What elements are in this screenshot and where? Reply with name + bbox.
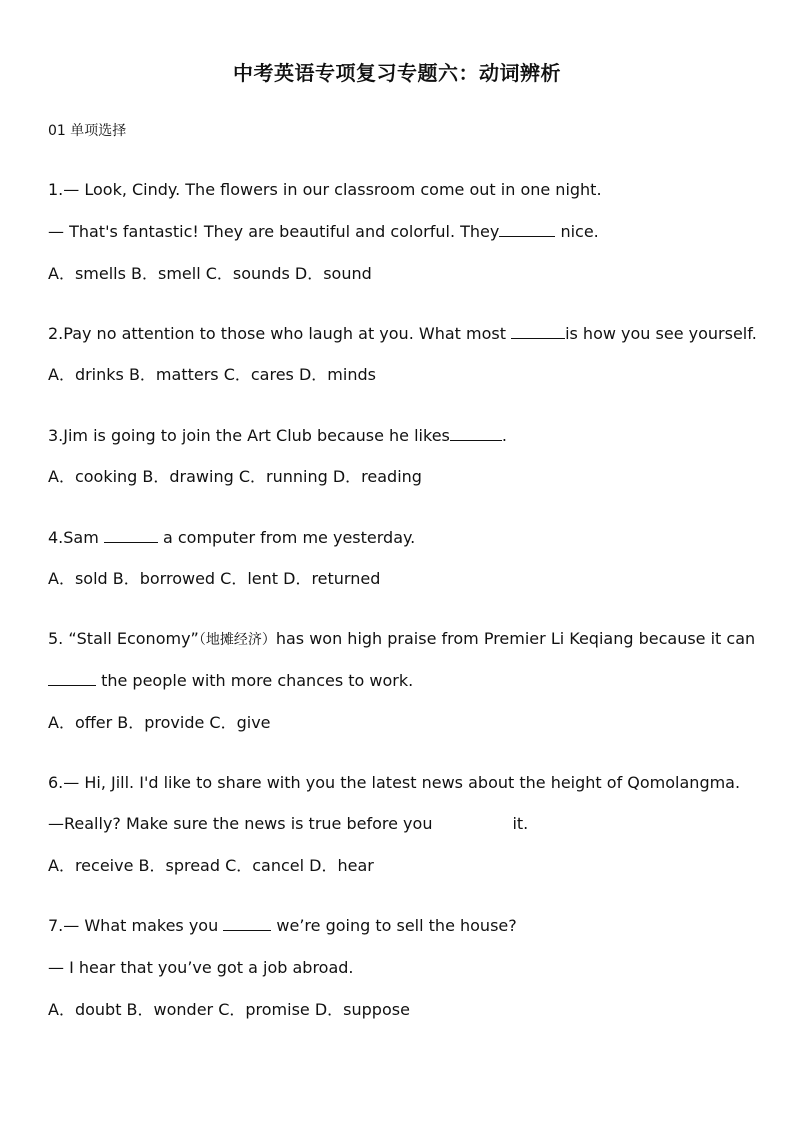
question-1-stem-text: — That's fantastic! They are beautiful and colorful. They — [48, 222, 500, 241]
question-1-options: A．smells B．smell C．sounds D．sound — [48, 264, 372, 283]
question-3-stem-text: 3.Jim is going to join the Art Club because he likes — [48, 426, 450, 445]
question-5-options: A．offer B．provide C．give — [48, 713, 271, 732]
question-6-options: A．receive B．spread C．cancel D．hear — [48, 856, 374, 875]
question-5-stem-tail: has won high praise from Premier Li Keqiang because it can — [275, 629, 756, 648]
question-7-stem-text: 7.— What makes you — [48, 916, 224, 935]
question-6-stem-line2 — [48, 814, 528, 834]
question-5-stem-line2 — [48, 671, 413, 691]
question-5-chinese-gloss: （地摊经济） — [198, 632, 276, 648]
question-7-stem-line1 — [48, 916, 517, 936]
question-6-stem-text: —Really? Make sure the news is true before you — [48, 814, 433, 833]
question-5-stem-text: 5. “Stall Economy” — [48, 629, 199, 648]
question-7-blank — [223, 916, 271, 931]
question-1-stem-line2 — [48, 222, 599, 242]
question-6-stem-tail: it. — [512, 814, 529, 833]
question-1-stem-tail: nice. — [555, 222, 599, 241]
question-7-stem-tail: we’re going to sell the house? — [271, 916, 517, 935]
question-5-stem-line2-text: the people with more chances to work. — [96, 671, 414, 690]
question-1-blank — [499, 222, 555, 237]
question-2-stem-tail: is how you see yourself. — [565, 324, 757, 343]
question-1-stem-line1: 1.— Look, Cindy. The flowers in our classroom come out in one night. — [48, 180, 602, 199]
question-2-options: A．drinks B．matters C．cares D．minds — [48, 365, 376, 384]
page-title: 中考英语专项复习专题六：动词辨析 — [233, 61, 561, 85]
question-3-stem-tail: . — [501, 426, 507, 445]
question-2-stem — [48, 324, 757, 344]
section-heading: 01 单项选择 — [48, 123, 127, 139]
question-3-stem — [48, 426, 507, 446]
question-3-options: A．cooking B．drawing C．running D．reading — [48, 467, 422, 486]
question-6-stem-line1: 6.— Hi, Jill. I'd like to share with you the latest news about the height of Qomolangma. — [48, 773, 741, 792]
question-4-stem — [48, 528, 415, 548]
question-7-options: A．doubt B．wonder C．promise D．suppose — [48, 1000, 410, 1019]
question-5-stem-line1 — [48, 629, 755, 650]
question-7-stem-line2: — I hear that you’ve got a job abroad. — [48, 958, 354, 977]
question-5-blank — [48, 671, 96, 686]
question-2-blank — [511, 324, 565, 339]
question-3-blank — [450, 426, 502, 441]
question-2-stem-text: 2.Pay no attention to those who laugh at you. What most — [48, 324, 512, 343]
question-4-options: A．sold B．borrowed C．lent D．returned — [48, 569, 381, 588]
question-4-stem-tail: a computer from me yesterday. — [157, 528, 416, 547]
question-4-stem-text: 4.Sam — [48, 528, 104, 547]
question-4-blank — [104, 528, 158, 543]
